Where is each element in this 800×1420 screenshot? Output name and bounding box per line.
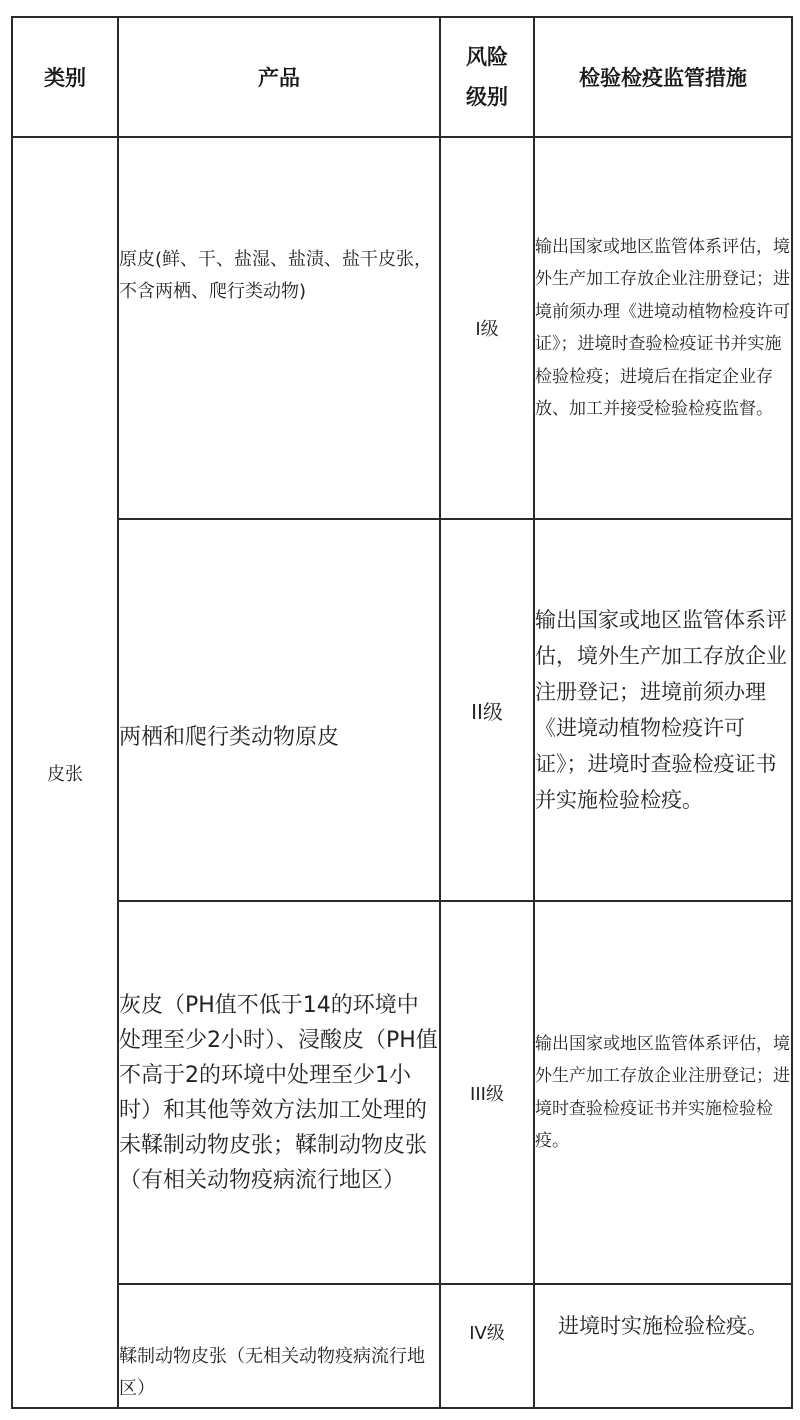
measures-cell bbox=[534, 519, 792, 901]
measures-text: 进境时实施检验检疫。 bbox=[558, 1314, 768, 1338]
header-product-label: 产品 bbox=[258, 66, 300, 90]
category-cell bbox=[12, 137, 118, 1408]
risk-level-text: III级 bbox=[470, 1083, 504, 1105]
product-cell bbox=[118, 519, 440, 901]
measures-text: 输出国家或地区监管体系评估，境外生产加工存放企业注册登记；进境时查验检疫证书并实施检验检疫。 bbox=[535, 1033, 790, 1151]
table-row bbox=[12, 519, 792, 901]
product-cell bbox=[118, 137, 440, 519]
risk-level-text: II级 bbox=[471, 699, 503, 724]
header-product bbox=[118, 17, 440, 137]
product-cell bbox=[118, 1284, 440, 1408]
header-measures bbox=[534, 17, 792, 137]
risk-level-text: IV级 bbox=[469, 1323, 505, 1344]
category-label: 皮张 bbox=[47, 763, 83, 785]
measures-cell bbox=[534, 1284, 792, 1408]
measures-text: 输出国家或地区监管体系评估，境外生产加工存放企业注册登记；进境前须办理《进境动植物检疫许可证》；进境时查验检疫证书并实施检验检疫；进境后在指定企业存放、加工并接受检验检疫监督。 bbox=[535, 236, 790, 419]
table-header-row bbox=[12, 17, 792, 137]
header-risk-level-line2: 级别 bbox=[466, 85, 508, 109]
header-category-label: 类别 bbox=[44, 66, 86, 90]
risk-level-text: I级 bbox=[475, 319, 499, 340]
inspection-measures-table bbox=[11, 16, 793, 1409]
measures-text: 输出国家或地区监管体系评估，境外生产加工存放企业注册登记；进境前须办理《进境动植物检疫许可证》；进境时查验检疫证书并实施检验检疫。 bbox=[535, 608, 787, 812]
table-row bbox=[12, 1284, 792, 1408]
table-row bbox=[12, 901, 792, 1284]
risk-level-cell bbox=[440, 901, 534, 1284]
header-category bbox=[12, 17, 118, 137]
header-risk-level-line1: 风险 bbox=[466, 45, 508, 69]
header-risk-level bbox=[440, 17, 534, 137]
measures-cell bbox=[534, 901, 792, 1284]
product-text: 两栖和爬行类动物原皮 bbox=[119, 725, 340, 750]
risk-level-cell bbox=[440, 137, 534, 519]
header-measures-label: 检验检疫监管措施 bbox=[579, 66, 747, 90]
product-text: 灰皮（PH值不低于14的环境中处理至少2小时）、浸酸皮（PH值不高于2的环境中处理至少1小时）和其他等效方法加工处理的未鞣制动物皮张；鞣制动物皮张（有相关动物疫病流行地区） bbox=[119, 992, 438, 1193]
measures-cell bbox=[534, 137, 792, 519]
risk-level-cell bbox=[440, 1284, 534, 1408]
risk-level-cell bbox=[440, 519, 534, 901]
product-cell bbox=[118, 901, 440, 1284]
table-row bbox=[12, 137, 792, 519]
product-text: 原皮(鲜、干、盐湿、盐渍、盐干皮张，不含两栖、爬行类动物) bbox=[119, 249, 433, 302]
product-text: 鞣制动物皮张（无相关动物疫病流行地区） bbox=[119, 1346, 425, 1399]
